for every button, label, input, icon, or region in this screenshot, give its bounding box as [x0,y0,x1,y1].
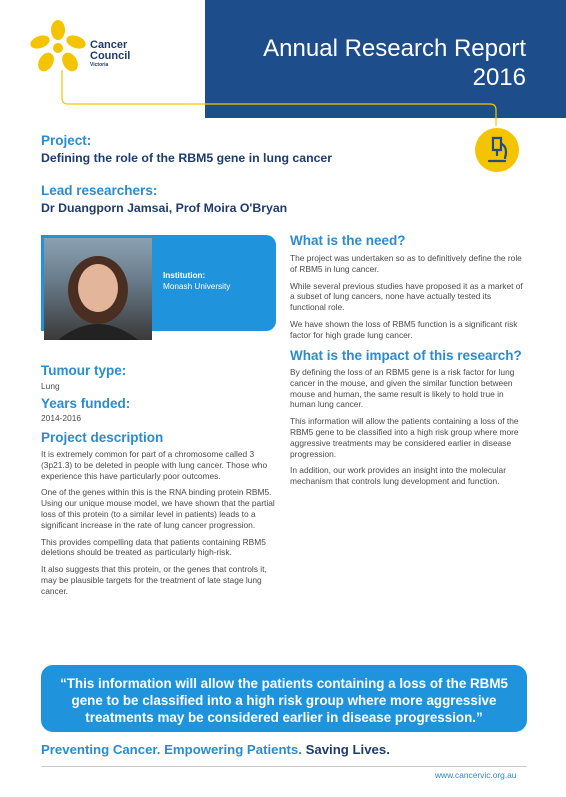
impact-heading: What is the impact of this research? [290,348,522,363]
footer-divider [41,766,527,767]
quote-line: “This information will allow the patients containing a loss of the RBM5 [60,676,508,691]
org-name-line1: Cancer [90,39,128,51]
project-title: Defining the role of the RBM5 gene in lung cancer [41,151,333,165]
tagline [41,742,390,757]
quote-line: gene to be classified into a high risk group where more aggressive [71,693,497,708]
project-description-body [41,449,275,597]
description-paragraph: One of the genes within this is the RNA binding protein RBM5. Using our unique mouse model, we have shown that the partial loss of this protein (to a similar level in patients) leads to a significant increase in the rate of lung cancer progression. [41,487,275,530]
report-title-line1: Annual Research Report [263,35,526,62]
tagline-part1: Preventing Cancer. [41,742,161,757]
impact-paragraph: In addition, our work provides an insight into the molecular mechanism that controls lung development and function. [290,465,507,487]
need-paragraph: We have shown the loss of RBM5 function is a significant risk factor for high grade lung cancer. [290,318,518,340]
impact-paragraph: By defining the loss of an RBM5 gene is a risk factor for lung cancer in the mouse, and given the similar function between mouse and human, the same result is likely to hold true in human lung cancer. [290,367,515,410]
tagline-part3: Saving Lives. [305,742,390,757]
need-body [290,253,528,341]
need-heading: What is the need? [290,233,406,248]
org-name-line2: Council [90,50,131,62]
description-paragraph: It also suggests that this protein, or the genes that controls it, may be plausible targets for the treatment of late stage lung cancer. [41,564,267,596]
description-paragraph: It is extremely common for part of a chromosome called 3 (3p21.3) to be deleted in people with lung cancer. Those who experience this have particularly poor outcomes. [41,449,268,481]
tagline-part2: Empowering Patients. [164,742,302,757]
org-name-line3: Victoria [90,62,109,68]
institution-label: Institution: [163,271,206,280]
researcher-photo [44,238,152,340]
project-description-heading: Project description [41,430,164,445]
tumour-type-label: Tumour type: [41,363,127,378]
quote-line: treatments may be considered earlier in disease progression.” [85,710,483,725]
institution-block [163,271,230,292]
description-paragraph: This provides compelling data that patients containing RBM5 deletions should be treated as particularly high-risk. [41,536,266,558]
report-year: 2016 [472,63,526,91]
impact-body [290,367,528,487]
lead-researchers-names: Dr Duangporn Jamsai, Prof Moira O'Bryan [41,201,288,215]
institution-value: Monash University [163,281,231,291]
footer-url[interactable]: www.cancervic.org.au [435,770,517,780]
years-funded-label: Years funded: [41,396,131,411]
impact-paragraph: This information will allow the patients containing a loss of the RBM5 gene to be classified into a high risk group where more aggressive treatments may be considered earlier in disease progression. [290,416,519,459]
pull-quote [58,675,510,726]
microscope-icon [475,128,519,172]
tumour-type-value: Lung [41,381,60,391]
need-paragraph: The project was undertaken so as to definitively define the role of RBM5 in lung cancer. [290,253,522,274]
project-label: Project: [41,133,92,148]
years-funded-value: 2014-2016 [41,413,82,423]
lead-researchers-label: Lead researchers: [41,183,158,198]
need-paragraph: While several previous studies have proposed it as a market of a subset of lung cancers, none have actually tested its functional role. [290,280,523,313]
